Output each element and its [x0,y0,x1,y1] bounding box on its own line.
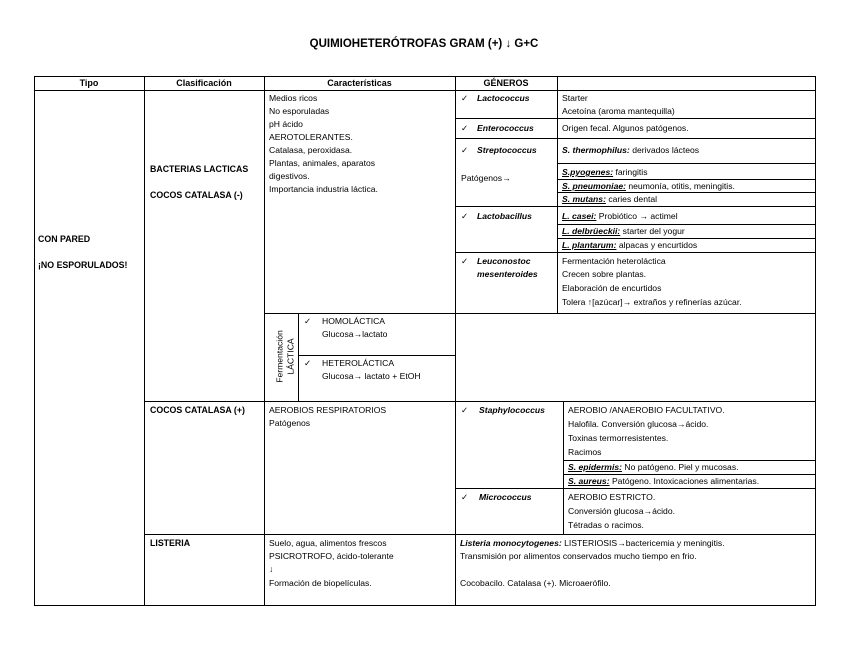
header-separator [34,90,816,91]
sep-lactobacillus [455,252,815,253]
species-name: S. aureus: [568,476,610,486]
species-desc: faringitis [613,167,648,177]
table-border-bottom [34,605,816,606]
caract-line: ↓ [269,564,274,574]
species-desc: Patógeno. Intoxicaciones alimentarias. [609,476,760,486]
ferm-hetero-title: HETEROLÁCTICA [322,358,395,368]
sep-lactococcus [455,118,815,119]
caract-line: Catalasa, peroxidasa. [269,145,353,155]
genus-micrococcus: Micrococcus [479,492,532,502]
sep-thermophilus [557,163,815,164]
staphylococcus-desc: Racimos [568,447,602,457]
check-icon: ✓ [461,492,469,502]
check-icon: ✓ [461,405,469,415]
micrococcus-desc: Tétradas o racimos. [568,520,644,530]
species-name: S. epidermis: [568,462,622,472]
col-line-5 [815,76,816,606]
species-name: Listeria monocytogenes: [460,538,562,548]
col-line-3 [455,76,456,606]
caract-line: Medios ricos [269,93,318,103]
genus-lactobacillus: Lactobacillus [477,211,532,221]
sep-fermentacion [264,313,815,314]
ferm-hetero-desc: Glucosa→ lactato + EtOH [322,371,421,381]
clas-cocos-catalasa-pos: COCOS CATALASA (+) [150,405,245,415]
caract-line: AEROBIOS RESPIRATORIOS [269,405,387,415]
leuconostoc-desc: Crecen sobre plantas. [562,269,647,279]
caract-line: AEROTOLERANTES. [269,132,353,142]
caract-line: Suelo, agua, alimentos frescos [269,538,387,548]
caract-line: Plantas, animales, aparatos [269,158,376,168]
check-icon: ✓ [304,358,312,368]
patogenos-label: Patógenos→ [461,173,511,183]
sep-streptococcus [455,206,815,207]
species-row [568,461,739,474]
tipo-con-pared: CON PARED [38,234,91,244]
enterococcus-desc: Origen fecal. Algunos patógenos. [562,123,689,133]
ferm-label-2: LÁCTICA [285,338,296,375]
species-row [562,180,735,193]
caract-line: No esporuladas [269,106,330,116]
staphylococcus-desc: Halofila. Conversión glucosa→ácido. [568,419,709,429]
species-desc: Probiótico → actimel [596,211,678,221]
species-row [562,193,657,206]
leuconostoc-desc: Elaboración de encurtidos [562,283,662,293]
micrococcus-desc: Conversión glucosa→ácido. [568,506,676,516]
clas-cocos-catalasa-neg: COCOS CATALASA (-) [150,190,243,200]
check-icon: ✓ [461,123,469,133]
caract-line: Patógenos [269,418,311,428]
header-clasificacion: Clasificación [176,78,232,88]
species-row [562,239,697,252]
species-row [562,225,685,238]
species-name: L. plantarum: [562,240,617,250]
species-name: S. mutans: [562,194,606,204]
ferm-col-line [298,313,299,401]
species-desc: No patógeno. Piel y mucosas. [621,462,739,472]
sep-staphylococcus [455,488,815,489]
species-desc: neumonía, otitis, meningitis. [625,181,735,191]
genus-mesenteroides: mesenteroides [477,269,538,279]
species-name: S. pneumoniae: [562,181,626,191]
col-line-1 [144,76,145,606]
genus-lactococcus: Lactococcus [477,93,530,103]
species-desc: derivados lácteos [629,145,700,155]
check-icon: ✓ [304,316,312,326]
sep-catalasa-pos [144,401,815,402]
species-name: S. thermophilus: [562,145,630,155]
species-desc: starter del yogur [620,226,685,236]
clas-bacterias-lacticas: BACTERIAS LACTICAS [150,164,249,174]
species-row [562,166,648,179]
caract-line: digestivos. [269,171,310,181]
caract-line: pH ácido [269,119,303,129]
listeria-desc: Transmisión por alimentos conservados mucho tiempo en frio. [460,551,697,561]
species-name: L. casei: [562,211,597,221]
staphylococcus-desc: Toxinas termorresistentes. [568,433,669,443]
page-title: QUIMIOHETERÓTROFAS GRAM (+) ↓ G+C [309,38,539,50]
species-name: L. delbrüeckii: [562,226,621,236]
genus-staphylococcus: Staphylococcus [479,405,545,415]
ferm-homo-title: HOMOLÁCTICA [322,316,386,326]
header-tipo: Tipo [79,78,99,88]
ferm-label-1: Fermentación [274,330,285,383]
sep-enterococcus [455,138,815,139]
leuconostoc-desc: Fermentación heteroláctica [562,256,666,266]
species-desc: alpacas y encurtidos [616,240,698,250]
species-row [562,144,699,157]
ferm-sep [298,355,455,356]
check-icon: ✓ [461,256,469,266]
caract-line: PSICROTROFO, ácido-tolerante [269,551,394,561]
col-line-2 [264,76,265,606]
lactococcus-desc: Starter [562,93,588,103]
listeria-desc [460,537,725,550]
header-generos: GÉNEROS [483,78,529,88]
check-icon: ✓ [461,93,469,103]
caract-line: Formación de biopelículas. [269,578,372,588]
species-name: S.pyogenes: [562,167,614,177]
leuconostoc-desc: Tolera ↑[azúcar]→ extraños y refinerías azúcar. [562,297,742,307]
genus-enterococcus: Enterococcus [477,123,534,133]
species-desc: caries dental [605,194,658,204]
staphylococcus-desc: AEROBIO /ANAEROBIO FACULTATIVO. [568,405,725,415]
listeria-desc: Cocobacilo. Catalasa (+). Microaerófilo. [460,578,611,588]
species-desc: LISTERIOSIS→bactericemia y meningitis. [561,538,725,548]
caract-line: Importancia industria láctica. [269,184,378,194]
col-line-4b [563,401,564,534]
header-caracteristicas: Características [327,78,392,88]
col-line-0 [34,76,35,606]
check-icon: ✓ [461,211,469,221]
tipo-no-esporulados: ¡NO ESPORULADOS! [38,260,128,270]
check-icon: ✓ [461,145,469,155]
species-row [568,475,759,488]
genus-streptococcus: Streptococcus [477,145,537,155]
genus-leuconostoc: Leuconostoc [477,256,531,266]
col-line-4a [557,76,558,313]
species-row [562,210,678,223]
lactococcus-desc: Acetoína (aroma mantequilla) [562,106,675,116]
ferm-homo-desc: Glucosa→lactato [322,329,388,339]
clas-listeria: LISTERIA [150,538,191,548]
sep-listeria [144,534,815,535]
micrococcus-desc: AEROBIO ESTRICTO. [568,492,656,502]
